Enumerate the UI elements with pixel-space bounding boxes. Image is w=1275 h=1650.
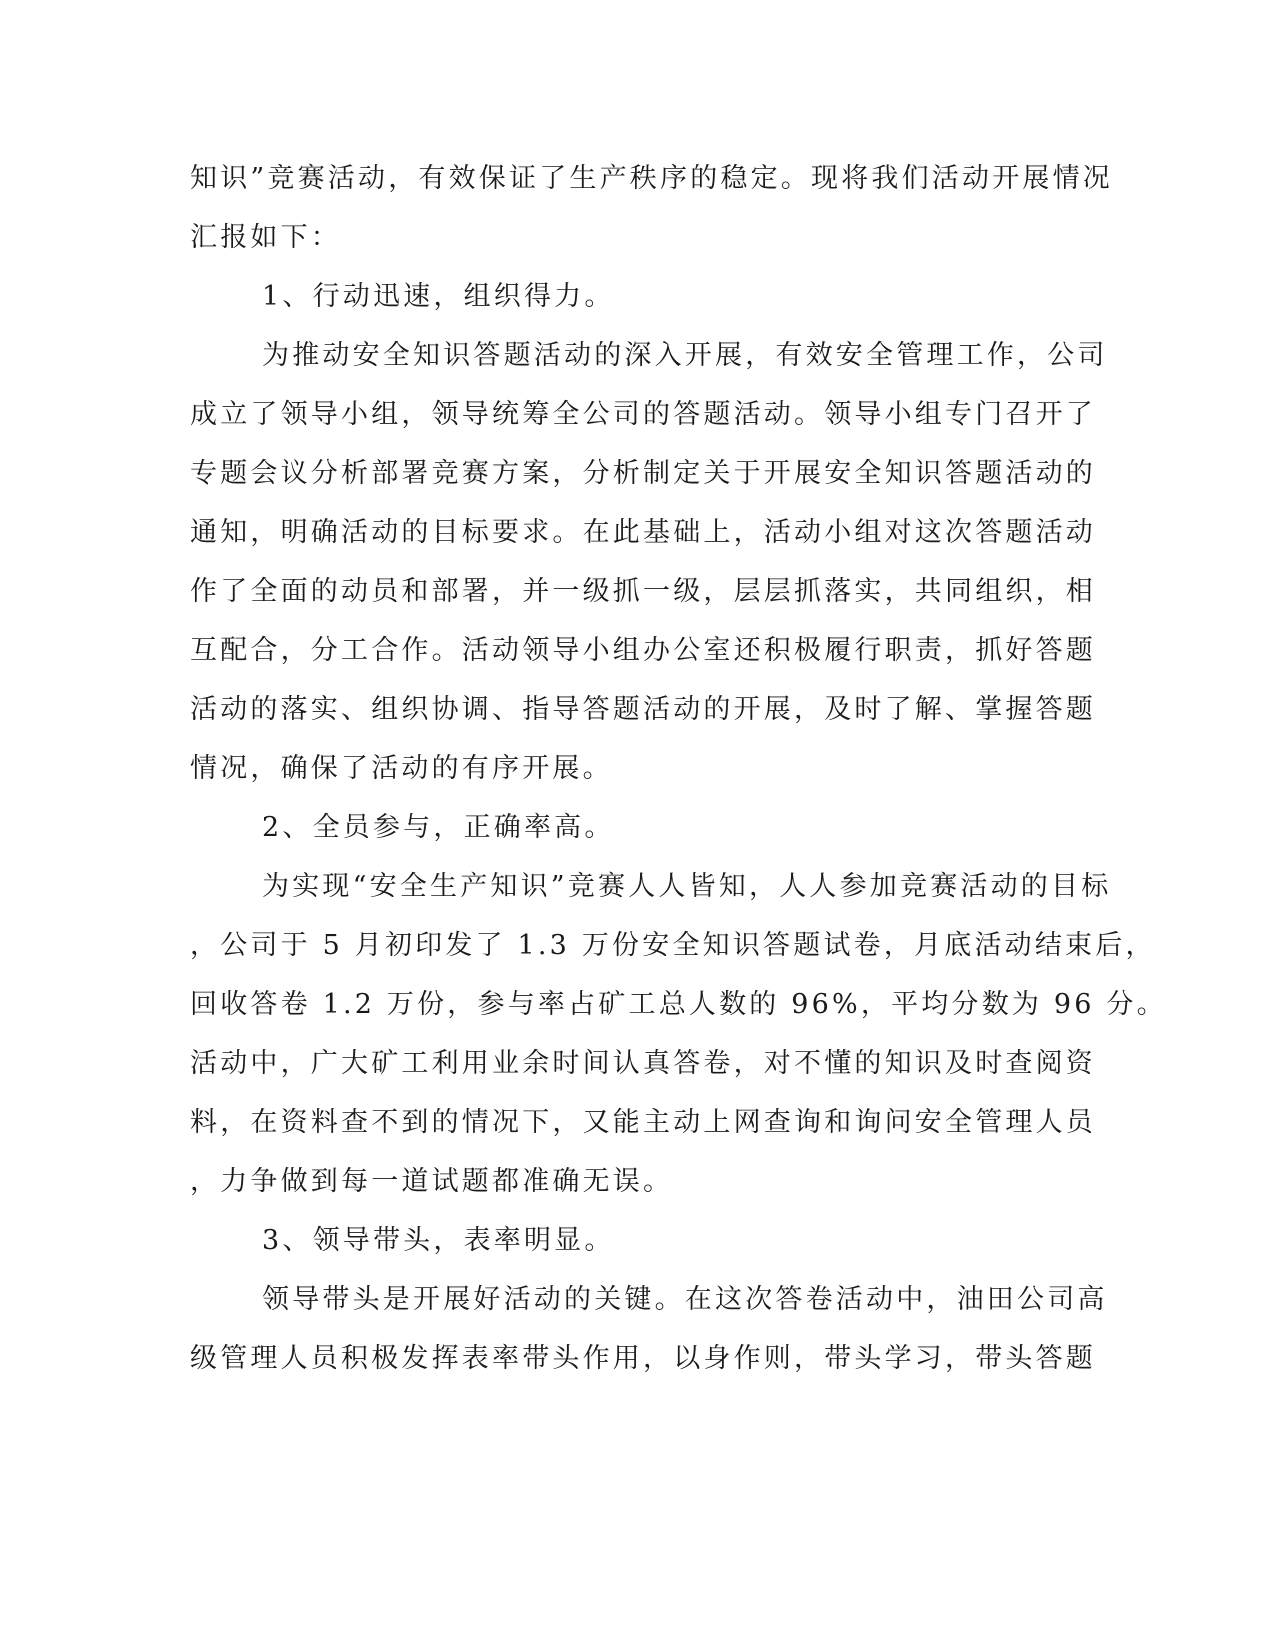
text-line: 成立了领导小组，领导统筹全公司的答题活动。领导小组专门召开了 (190, 399, 1096, 430)
text-line: ，公司于 5 月初印发了 1.3 万份安全知识答题试卷，月底活动结束后， (190, 930, 1156, 961)
section-heading: 1、行动迅速，组织得力。 (262, 281, 615, 312)
text-line: 级管理人员积极发挥表率带头作用，以身作则，带头学习，带头答题 (190, 1343, 1096, 1374)
text-line: 情况，确保了活动的有序开展。 (190, 753, 613, 784)
text-line: 活动的落实、组织协调、指导答题活动的开展，及时了解、掌握答题 (190, 694, 1096, 725)
section-heading: 3、领导带头，表率明显。 (262, 1225, 615, 1256)
paragraph-line: 领导带头是开展好活动的关键。在这次答卷活动中，油田公司高 (262, 1284, 1108, 1315)
text-line: 回收答卷 1.2 万份，参与率占矿工总人数的 96%，平均分数为 96 分。 (190, 989, 1167, 1020)
section-heading: 2、全员参与，正确率高。 (262, 812, 615, 843)
text-line: 互配合，分工合作。活动领导小组办公室还积极履行职责，抓好答题 (190, 635, 1096, 666)
text-line: 料，在资料查不到的情况下，又能主动上网查询和询问安全管理人员 (190, 1107, 1096, 1138)
paragraph-line: 为推动安全知识答题活动的深入开展，有效安全管理工作，公司 (262, 340, 1108, 371)
text-line: 活动中，广大矿工利用业余时间认真答卷，对不懂的知识及时查阅资 (190, 1048, 1096, 1079)
text-line: 作了全面的动员和部署，并一级抓一级，层层抓落实，共同组织，相 (190, 576, 1096, 607)
text-line: ，力争做到每一道试题都准确无误。 (190, 1166, 674, 1197)
text-line: 专题会议分析部署竞赛方案，分析制定关于开展安全知识答题活动的 (190, 458, 1096, 489)
text-line: 汇报如下： (190, 222, 341, 253)
text-line: 知识”竞赛活动，有效保证了生产秩序的稳定。现将我们活动开展情况 (190, 163, 1114, 194)
paragraph-line: 为实现“安全生产知识”竞赛人人皆知，人人参加竞赛活动的目标 (262, 871, 1112, 902)
text-line: 通知，明确活动的目标要求。在此基础上，活动小组对这次答题活动 (190, 517, 1096, 548)
